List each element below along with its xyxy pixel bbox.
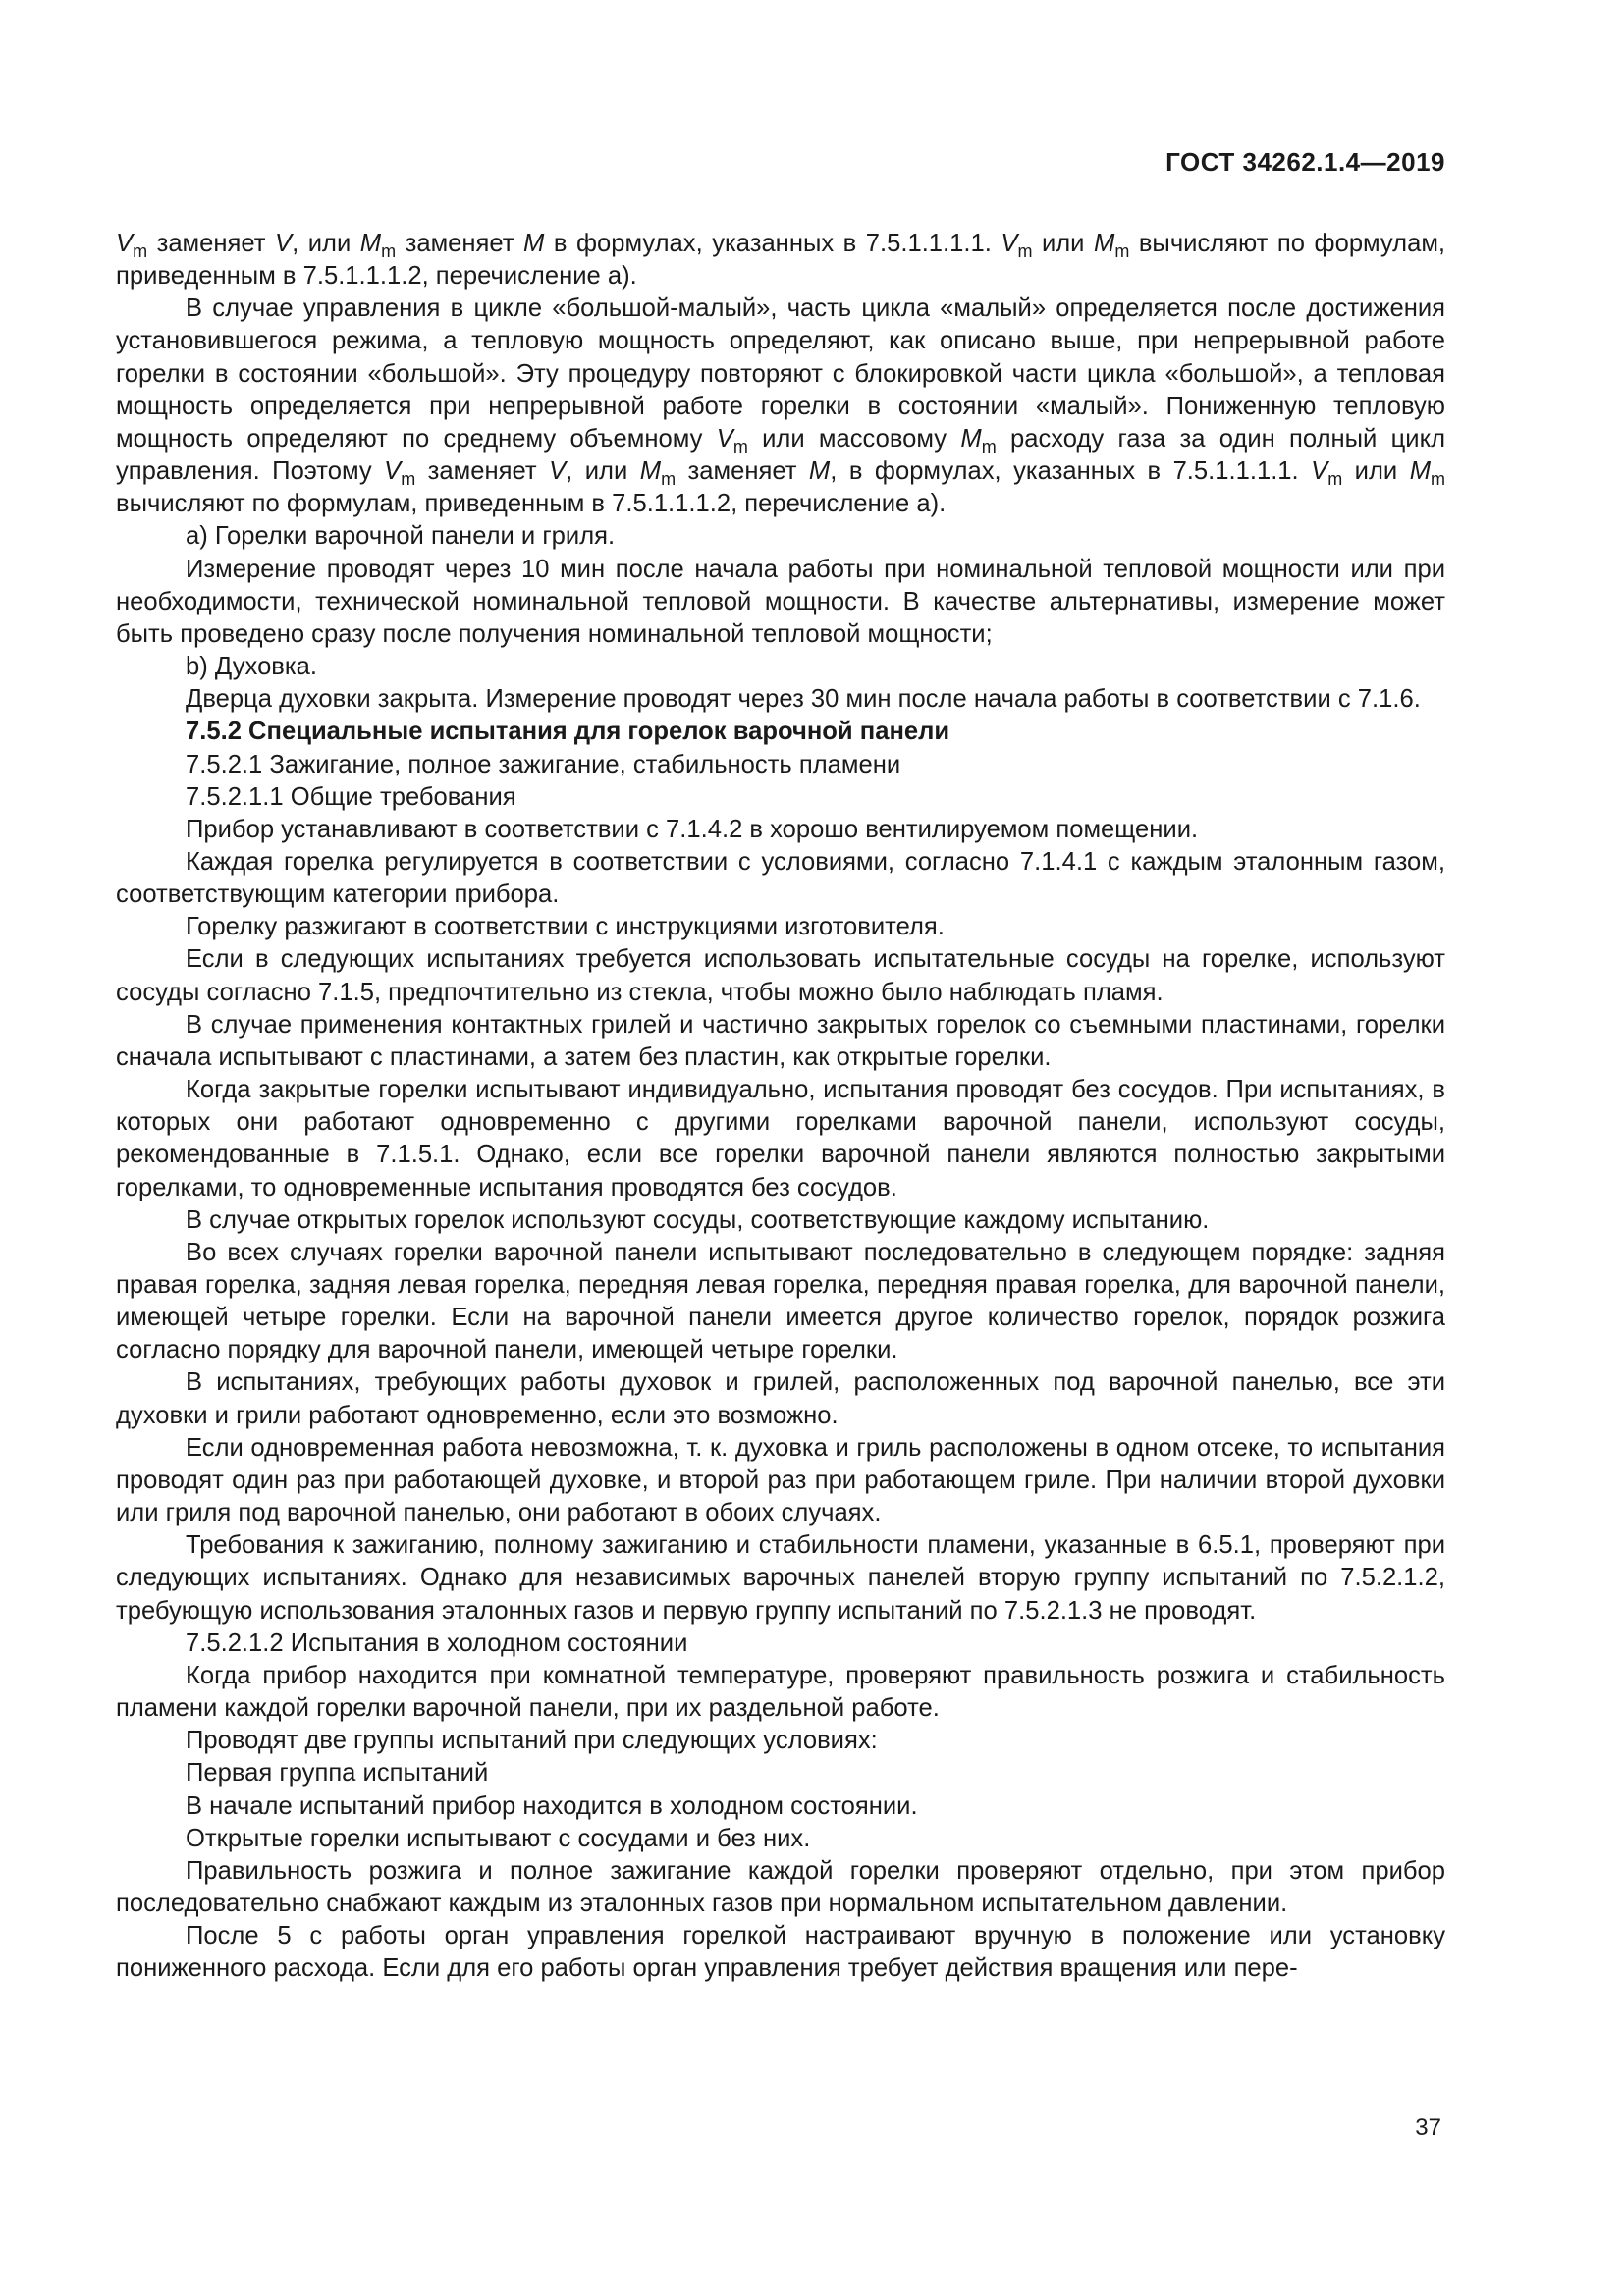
paragraph: После 5 с работы орган управления горелкой настраивают вручную в положение или установку пониженного расхода. Если для его работы орган управления требует действия вращения или пере- [116, 1922, 1445, 1983]
paragraph: 7.5.2.1.2 Испытания в холодном состоянии [186, 1629, 688, 1657]
page-number: 37 [1415, 2114, 1441, 2141]
document-body [116, 228, 1445, 1985]
paragraph: Первая группа испытаний [186, 1759, 489, 1788]
paragraph: Когда закрытые горелки испытывают индивидуально, испытания проводят без сосудов. При испытаниях, в которых они работают одновременно с другими горелками варочной панели, используют сосуды, рекомендованные в 7.1.5.1. Однако, если все горелки варочной панели являются полностью закрытыми горелками, то одновременные испытания проводятся без сосудов. [116, 1076, 1445, 1201]
document-header: ГОСТ 34262.1.4—2019 [1165, 147, 1445, 177]
paragraph: Измерение проводят через 10 мин после начала работы при номинальной тепловой мощности или при необходимости, технической номинальной тепловой мощности. В качестве альтернативы, измерение может быть проведено сразу после получения номинальной тепловой мощности; [116, 555, 1445, 648]
paragraph: Открытые горелки испытывают с сосудами и без них. [186, 1824, 811, 1852]
paragraph: В случае управления в цикле «большой-малый», часть цикла «малый» определяется после достижения установившегося режима, а тепловую мощность определяют, как описано выше, при непрерывной работе горелки в состоянии «большой». Эту процедуру повторяют с блокировкой части цикла «большой», а тепловая мощность определяется при непрерывной работе горелки в состоянии «малый». Пониженную тепловую мощность определяют по среднему объемному $V_m$ или массовому $M_m$ расходу газа за один полный цикл управления. Поэтому $V_m$ заменяет V, или $M_m$ заменяет M, в формулах, указанных в 7.5.1.1.1.1. $V_m$ или $M_m$ вычисляют по формулам, приведенным в 7.5.1.1.1.2, перечисление а). [116, 294, 1446, 518]
paragraph: Каждая горелка регулируется в соответствии с условиями, согласно 7.1.4.1 с каждым эталонным газом, соответствующим категории прибора. [116, 847, 1445, 909]
paragraph: Требования к зажиганию, полному зажиганию и стабильности пламени, указанные в 6.5.1, проверяют при следующих испытаниях. Однако для независимых варочных панелей вторую группу испытаний по 7.5.2.1.2, требующую использования эталонных газов и первую группу испытаний по 7.5.2.1.3 не проводят. [116, 1531, 1445, 1625]
paragraph: В начале испытаний прибор находится в холодном состоянии. [186, 1791, 918, 1820]
paragraph: Если в следующих испытаниях требуется использовать испытательные сосуды на горелке, используют сосуды согласно 7.1.5, предпочтительно из стекла, чтобы можно было наблюдать пламя. [116, 945, 1445, 1006]
paragraph: Прибор устанавливают в соответствии с 7.1.4.2 в хорошо вентилируемом помещении. [186, 815, 1199, 843]
paragraph: Во всех случаях горелки варочной панели испытывают последовательно в следующем порядке: задняя правая горелка, задняя левая горелка, передняя левая горелка, передняя правая горелка, для варочной панели, имеющей четыре горелки. Если на варочной панели имеется другое количество горелок, порядок розжига согласно порядку для варочной панели, имеющей четыре горелки. [116, 1238, 1445, 1364]
paragraph: b) Духовка. [186, 653, 318, 681]
paragraph: Правильность розжига и полное зажигание каждой горелки проверяют отдельно, при этом прибор последовательно снабжают каждым из эталонных газов при нормальном испытательном давлении. [116, 1856, 1445, 1917]
paragraph: 7.5.2 Специальные испытания для горелок варочной панели [186, 718, 950, 746]
paragraph: 7.5.2.1.1 Общие требования [186, 782, 516, 811]
paragraph: В случае открытых горелок используют сосуды, соответствующие каждому испытанию. [186, 1205, 1210, 1234]
paragraph: Дверца духовки закрыта. Измерение проводят через 30 мин после начала работы в соответствии с 7.1.6. [186, 685, 1421, 714]
paragraph: Проводят две группы испытаний при следующих условиях: [186, 1727, 878, 1755]
paragraph: Горелку разжигают в соответствии с инструкциями изготовителя. [186, 913, 945, 941]
paragraph: а) Горелки варочной панели и гриля. [186, 522, 616, 551]
paragraph: Когда прибор находится при комнатной температуре, проверяют правильность розжига и стабильность пламени каждой горелки варочной панели, при их раздельной работе. [116, 1661, 1445, 1723]
paragraph: Если одновременная работа невозможна, т. к. духовка и гриль расположены в одном отсеке, то испытания проводят один раз при работающей духовке, и второй раз при работающем гриле. При наличии второй духовки или гриля под варочной панелью, они работают в обоих случаях. [116, 1433, 1445, 1527]
paragraph: В случае применения контактных грилей и частично закрытых горелок со съемными пластинами, горелки сначала испытывают с пластинами, а затем без пластин, как открытые горелки. [116, 1010, 1445, 1071]
paragraph: $V_m$ заменяет V, или $M_m$ заменяет M в формулах, указанных в 7.5.1.1.1.1. $V_m$ или $M_m$ вычисляют по формулам, приведенным в 7.5.1.1.1.2, перечисление а). [116, 230, 1446, 291]
paragraph: В испытаниях, требующих работы духовок и грилей, расположенных под варочной панелью, все эти духовки и грили работают одновременно, если это возможно. [116, 1368, 1445, 1429]
paragraph: 7.5.2.1 Зажигание, полное зажигание, стабильность пламени [186, 750, 901, 778]
